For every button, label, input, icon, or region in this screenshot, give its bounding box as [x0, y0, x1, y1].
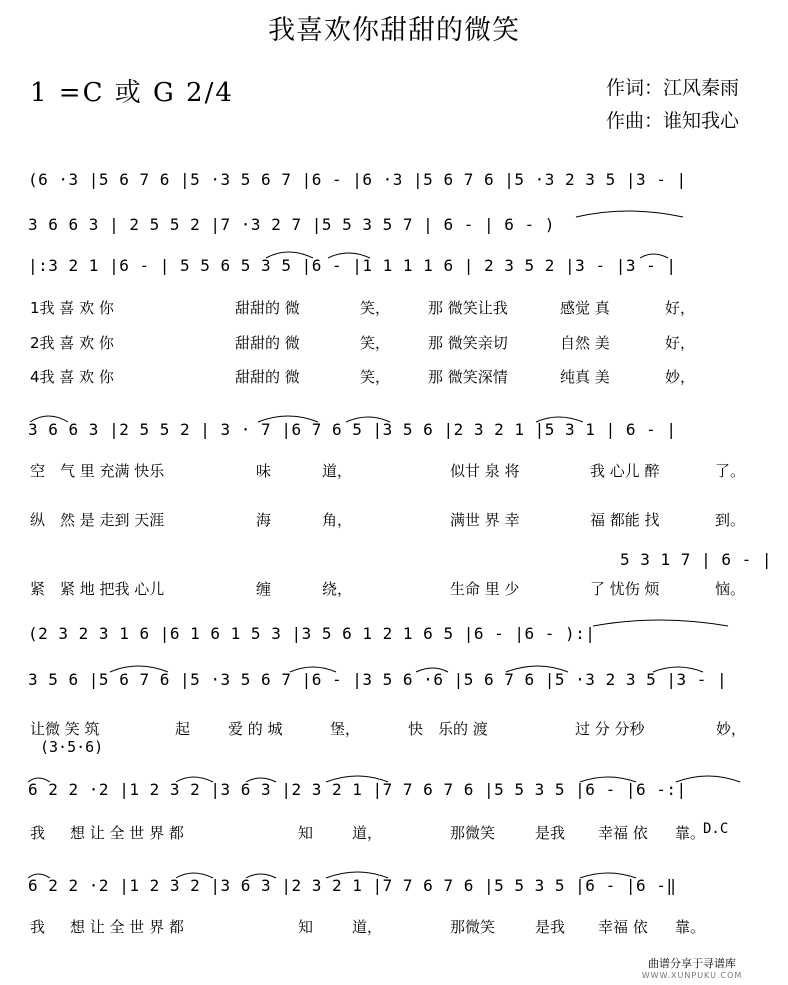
- slur-mark: [28, 205, 773, 219]
- lyric-seg: 甜甜的 微: [235, 368, 300, 386]
- notation-line-4: [28, 420, 773, 446]
- composer-credit: 作曲：谁知我心: [606, 110, 740, 132]
- lyric-seg: 海: [256, 511, 272, 529]
- lyric-seg: 1我 喜 欢 你: [30, 299, 114, 317]
- lyric-seg: 了 忧伤 烦: [590, 580, 660, 598]
- lyric-seg: 是我: [535, 918, 566, 936]
- slur-mark: [28, 866, 773, 880]
- lyric-seg: 道，: [322, 462, 353, 480]
- lyric-seg: 道，: [352, 824, 383, 842]
- lyric-seg: 爱 的 城: [228, 720, 283, 738]
- lyric-seg: 4我 喜 欢 你: [30, 368, 114, 386]
- lyric-seg: 到。: [715, 511, 746, 529]
- lyricist-credit: 作词：江风秦雨: [606, 77, 740, 99]
- lyric-seg: 知: [298, 918, 314, 936]
- notation-text: 6 2 2 ·2 |1 2 3 2 |3 6 3 |2 3 2 1 |7 7 6 7 6 |5 5 3 5 |6 - |6 -‖: [28, 876, 677, 895]
- lyric-seg: 好，: [665, 299, 696, 317]
- song-title: 我喜欢你甜甜的微笑: [268, 15, 520, 46]
- lyric-seg: 幸福 依: [598, 918, 648, 936]
- lyric-seg: 靠。: [675, 918, 706, 936]
- lyric-seg: 乐的 渡: [438, 720, 488, 738]
- lyric-seg: 甜甜的 微: [235, 334, 300, 352]
- lyric-seg: 缠: [256, 580, 272, 598]
- lyric-seg: 福 都能 找: [590, 511, 660, 529]
- lyric-seg: 恼。: [715, 580, 746, 598]
- notation-line-9: [28, 876, 773, 902]
- lyric-seg: 那 微笑亲切: [428, 334, 508, 352]
- watermark: [632, 955, 752, 980]
- lyric-seg: 让微 笑 筑: [30, 720, 100, 738]
- lyric-seg: 纯真 美: [560, 368, 610, 386]
- notation-line-1: [28, 170, 773, 196]
- notation-text: 3 6 6 3 | 2 5 5 2 |7 ·3 2 7 |5 5 3 5 7 | 6 - | 6 - ): [28, 215, 555, 234]
- lyric-seg: 满世 界 幸: [450, 511, 520, 529]
- lyric-seg: 甜甜的 微: [235, 299, 300, 317]
- slur-mark: [28, 614, 773, 628]
- slur-mark: [28, 660, 773, 674]
- dc-mark: D.C: [703, 821, 729, 837]
- lyric-seg: 紧 紧 地 把我 心儿: [30, 580, 165, 598]
- notation-line-2: [28, 215, 773, 241]
- lyric-seg: 妙，: [716, 720, 747, 738]
- notation-text: (2 3 2 3 1 6 |6 1 6 1 5 3 |3 5 6 1 2 1 6 5 |6 - |6 - ):|: [28, 624, 596, 643]
- lyric-seg: 堡，: [330, 720, 361, 738]
- lyric-seg: 纵 然 是 走到 天涯: [30, 511, 165, 529]
- notation-line-3: [28, 256, 773, 282]
- aside-notation: (3·5·6): [40, 738, 104, 756]
- lyric-seg: 感觉 真: [560, 299, 610, 317]
- watermark-url: WWW.XUNPUKU.COM: [641, 971, 743, 980]
- notation-text: 3 5 6 |5 6 7 6 |5 ·3 5 6 7 |6 - |3 5 6 ·6 |5 6 7 6 |5 ·3 2 3 5 |3 - |: [28, 670, 728, 689]
- key-signature: 1 =C 或 G 2/4: [30, 78, 234, 108]
- notation-text: 6 2 2 ·2 |1 2 3 2 |3 6 3 |2 3 2 1 |7 7 6 7 6 |5 5 3 5 |6 - |6 -:|: [28, 780, 687, 799]
- lyric-seg: 快: [408, 720, 424, 738]
- notation-text: |:3 2 1 |6 - | 5 5 6 5 3 5 |6 - |1 1 1 1 6 | 2 3 5 2 |3 - |3 - |: [28, 256, 677, 275]
- notation-line-5: [620, 550, 770, 576]
- lyric-seg: 笑，: [360, 299, 391, 317]
- lyric-seg: 那 微笑深情: [428, 368, 508, 386]
- lyric-seg: 生命 里 少: [450, 580, 520, 598]
- notation-line-6: [28, 624, 773, 650]
- lyric-seg: 2我 喜 欢 你: [30, 334, 114, 352]
- lyric-seg: 自然 美: [560, 334, 610, 352]
- lyric-seg: 那微笑: [450, 918, 496, 936]
- lyric-seg: 味: [256, 462, 272, 480]
- lyric-seg: 了。: [715, 462, 746, 480]
- notation-text: 5 3 1 7 | 6 - |: [620, 550, 772, 569]
- lyric-seg: 我: [30, 824, 46, 842]
- lyric-seg: 那 微笑让我: [428, 299, 508, 317]
- lyric-seg: 是我: [535, 824, 566, 842]
- watermark-text: 曲谱分享于寻谱库: [648, 957, 736, 970]
- slur-mark: [28, 410, 773, 424]
- lyric-seg: 绕，: [322, 580, 353, 598]
- notation-text: 3 6 6 3 |2 5 5 2 | 3 · 7 |6 7 6 5 |3 5 6 |2 3 2 1 |5 3 1 | 6 - |: [28, 420, 677, 439]
- lyric-seg: 那微笑: [450, 824, 496, 842]
- lyric-seg: 角，: [322, 511, 353, 529]
- lyric-seg: 知: [298, 824, 314, 842]
- notation-line-7: [28, 670, 773, 696]
- lyric-seg: 靠。: [675, 824, 706, 842]
- lyric-seg: 空 气 里 充满 快乐: [30, 462, 165, 480]
- notation-line-8: [28, 780, 773, 806]
- lyric-seg: 我 心儿 醉: [590, 462, 660, 480]
- slur-mark: [28, 246, 773, 260]
- lyric-seg: 笑，: [360, 368, 391, 386]
- lyric-seg: 想 让 全 世 界 都: [70, 918, 184, 936]
- lyric-seg: 似甘 泉 将: [450, 462, 520, 480]
- slur-mark: [28, 770, 773, 784]
- lyric-seg: 妙，: [665, 368, 696, 386]
- lyric-seg: 我: [30, 918, 46, 936]
- lyric-seg: 好，: [665, 334, 696, 352]
- lyric-seg: 起: [175, 720, 191, 738]
- lyric-seg: 想 让 全 世 界 都: [70, 824, 184, 842]
- lyric-seg: 道，: [352, 918, 383, 936]
- lyric-seg: 过 分 分秒: [575, 720, 645, 738]
- lyric-seg: 笑，: [360, 334, 391, 352]
- lyric-seg: 幸福 依: [598, 824, 648, 842]
- notation-text: (6 ·3 |5 6 7 6 |5 ·3 5 6 7 |6 - |6 ·3 |5 6 7 6 |5 ·3 2 3 5 |3 - |: [28, 170, 687, 189]
